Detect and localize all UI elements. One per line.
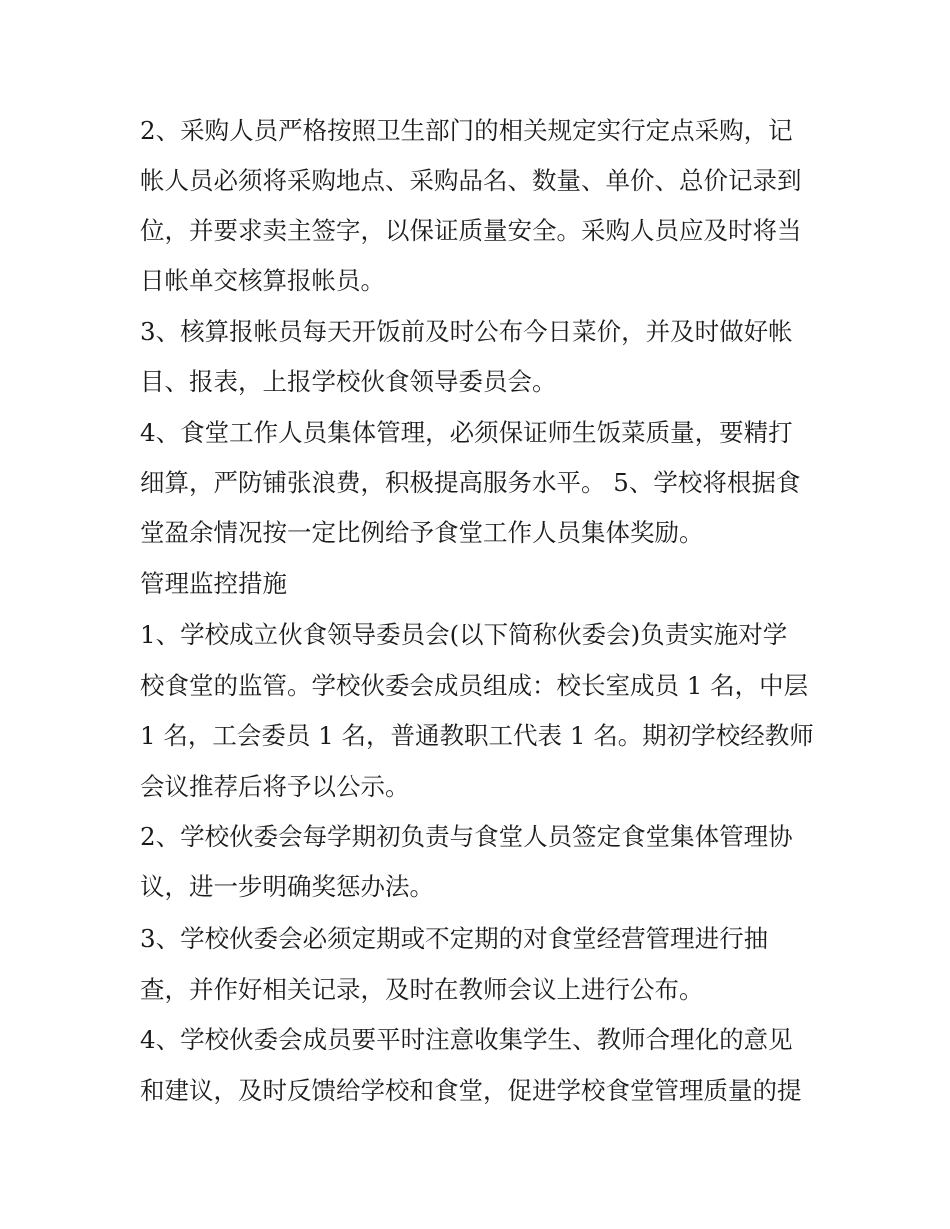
text-line: 查，并作好相关记录，及时在教师会议上进行公布。 — [140, 975, 704, 1004]
text-line: 细算，严防铺张浪费，积极提高服务水平。 5、学校将根据食 — [140, 468, 801, 497]
text-line: 议，进一步明确奖惩办法。 — [140, 872, 434, 901]
text-line: 2、采购人员严格按照卫生部门的相关规定实行定点采购，记 — [140, 116, 793, 145]
text-line: 1 名，工会委员 1 名，普通教职工代表 1 名。期初学校经教师 — [140, 721, 814, 750]
text-line: 3、学校伙委会必须定期或不定期的对食堂经营管理进行抽 — [140, 924, 769, 953]
text-line: 校食堂的监管。学校伙委会成员组成：校长室成员 1 名，中层 — [140, 671, 809, 700]
text-line: 1、学校成立伙食领导委员会(以下简称伙委会)负责实施对学 — [140, 620, 788, 649]
text-line: 会议推荐后将予以公示。 — [140, 772, 410, 801]
text-line: 堂盈余情况按一定比例给予食堂工作人员集体奖励。 — [140, 518, 704, 547]
text-line: 日帐单交核算报帐员。 — [140, 266, 385, 295]
section-heading: 管理监控措施 — [140, 569, 287, 598]
text-line: 目、报表，上报学校伙食领导委员会。 — [140, 367, 557, 396]
text-line: 帐人员必须将采购地点、采购品名、数量、单价、总价记录到 — [140, 166, 802, 195]
text-line: 4、学校伙委会成员要平时注意收集学生、教师合理化的意见 — [140, 1025, 793, 1054]
text-line: 4、食堂工作人员集体管理，必须保证师生饭菜质量，要精打 — [140, 418, 793, 447]
text-line: 位，并要求卖主签字，以保证质量安全。采购人员应及时将当 — [140, 216, 802, 245]
text-line: 和建议，及时反馈给学校和食堂，促进学校食堂管理质量的提 — [140, 1076, 802, 1105]
text-line: 3、核算报帐员每天开饭前及时公布今日菜价，并及时做好帐 — [140, 317, 793, 346]
text-line: 2、学校伙委会每学期初负责与食堂人员签定食堂集体管理协 — [140, 822, 793, 851]
